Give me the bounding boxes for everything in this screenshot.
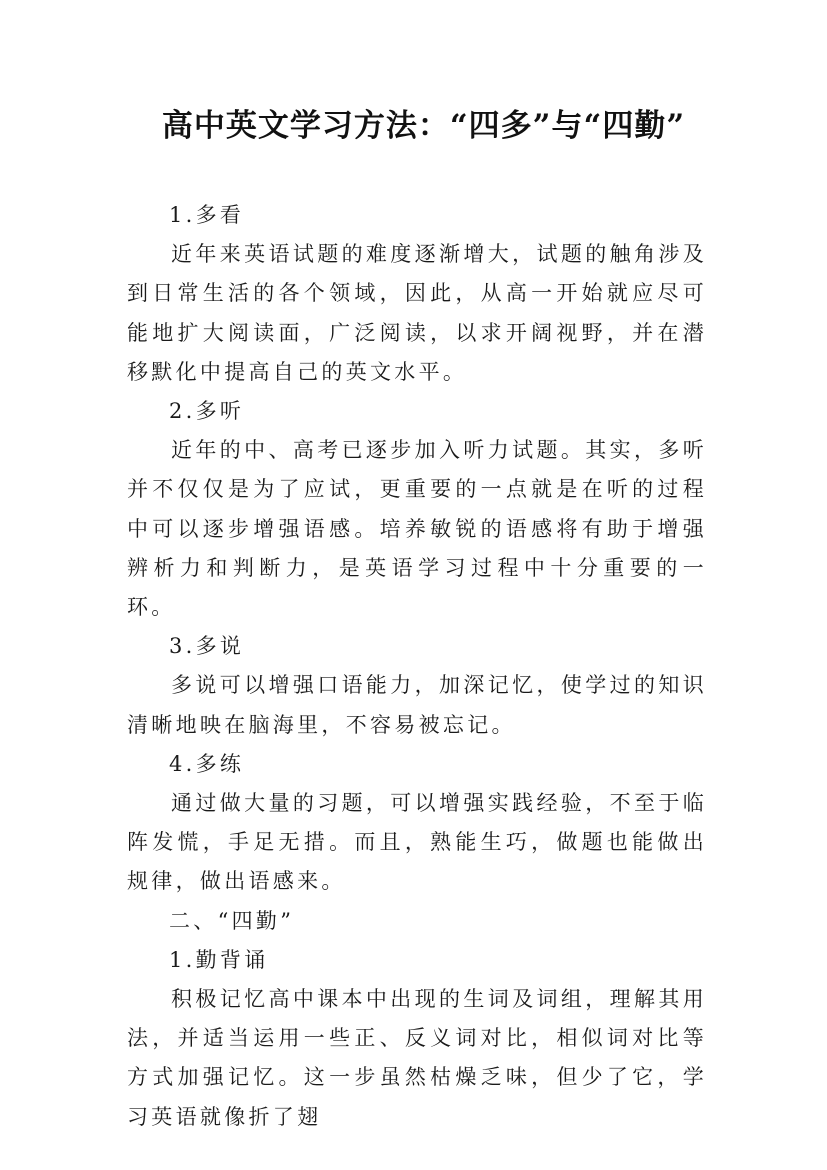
paragraph-duoting: 近年的中、高考已逐步加入听力试题。其实，多听并不仅仅是为了应试，更重要的一点就是在听的过程中可以逐步增强语感。培养敏锐的语感将有助于增强辨析力和判断力，是英语学习过程中十分重要的一环。 [127, 438, 707, 620]
paragraph-duolian: 通过做大量的习题，可以增强实践经验，不至于临阵发慌，手足无措。而且，熟能生巧，做题也能做出规律，做出语感来。 [127, 791, 707, 894]
part-heading-siqin: 二、“四勤” [169, 908, 295, 933]
section-heading-duoting: 2.多听 [169, 399, 245, 424]
document-body [127, 196, 707, 1137]
paragraph-qinbeisong: 积极记忆高中课本中出现的生词及词组，理解其用法，并适当运用一些正、反义词对比，相似词对比等方式加强记忆。这一步虽然枯燥乏味，但少了它，学习英语就像折了翅 [127, 987, 707, 1129]
section-heading-duoshuo: 3.多说 [169, 634, 245, 659]
document-title: 高中英文学习方法：“四多”与“四勤” [161, 108, 686, 144]
section-heading-duokan: 1.多看 [169, 203, 245, 227]
section-heading-duolian: 4.多练 [169, 751, 245, 776]
paragraph-duokan: 近年来英语试题的难度逐渐增大，试题的触角涉及到日常生活的各个领域，因此，从高一开始就应尽可能地扩大阅读面，广泛阅读，以求开阔视野，并在潜移默化中提高自己的英文水平。 [127, 242, 707, 384]
paragraph-duoshuo: 多说可以增强口语能力，加深记忆，使学过的知识清晰地映在脑海里，不容易被忘记。 [127, 673, 707, 737]
section-heading-qinbeisong: 1.勤背诵 [169, 947, 269, 972]
